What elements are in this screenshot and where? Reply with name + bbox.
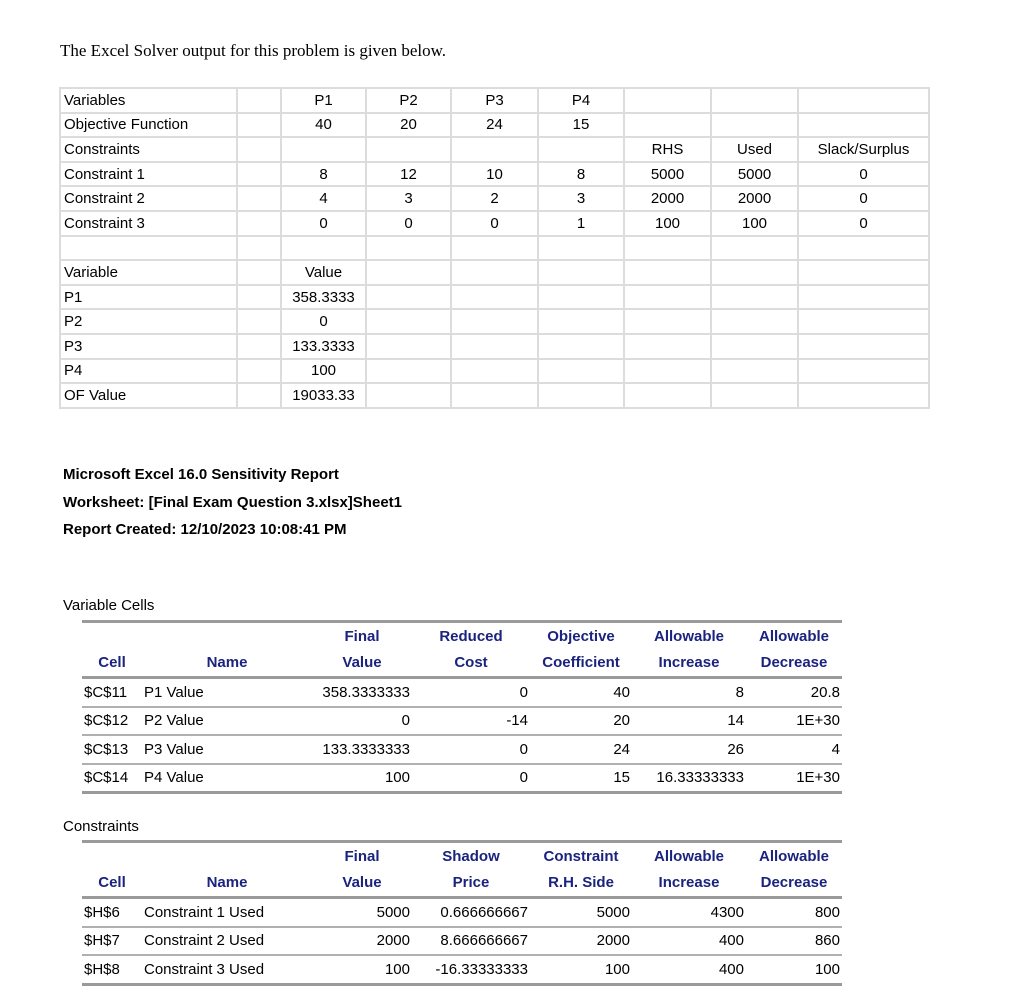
grid-cell [237,285,281,310]
grid-cell [237,88,281,113]
grid-cell: Used [711,137,798,162]
column-header: Final [312,842,412,870]
header-row [82,842,842,870]
grid-cell: 100 [711,211,798,236]
table-cell: 1E+30 [746,764,842,793]
grid-cell: 40 [281,113,366,138]
grid-cell [237,236,281,261]
variable-cells-table [82,620,842,794]
table-cell: P2 Value [142,707,312,736]
grid-cell: 15 [538,113,624,138]
grid-cell [237,334,281,359]
grid-cell [711,383,798,408]
column-header [142,622,312,650]
grid-cell [624,359,711,384]
column-header: Allowable [746,842,842,870]
grid-cell [624,285,711,310]
grid-cell: Slack/Surplus [798,137,929,162]
grid-cell: 19033.33 [281,383,366,408]
table-cell: 26 [632,735,746,764]
table-cell: $H$7 [82,927,142,956]
grid-cell: Value [281,260,366,285]
grid-cell [451,285,538,310]
grid-cell: Constraints [60,137,237,162]
grid-cell [711,359,798,384]
table-cell: P1 Value [142,678,312,707]
table-row [82,735,842,764]
grid-cell [538,285,624,310]
grid-cell: P3 [60,334,237,359]
table-cell: 8 [632,678,746,707]
table-cell: 5000 [530,898,632,927]
grid-cell: 2000 [711,186,798,211]
table-cell: 0 [312,707,412,736]
grid-cell [538,260,624,285]
table-row [82,955,842,984]
table-cell: 0 [412,678,530,707]
column-header: Cell [82,650,142,678]
grid-cell [798,359,929,384]
grid-cell: 1 [538,211,624,236]
grid-cell: Variables [60,88,237,113]
table-cell: $C$14 [82,764,142,793]
grid-cell [451,236,538,261]
table-cell: 0 [412,764,530,793]
table-cell: Constraint 1 Used [142,898,312,927]
grid-cell [624,309,711,334]
grid-cell [237,260,281,285]
grid-cell: 0 [451,211,538,236]
column-header: Value [312,870,412,898]
grid-cell [624,113,711,138]
grid-cell [60,236,237,261]
table-cell: 100 [746,955,842,984]
grid-cell: 5000 [711,162,798,187]
table-cell: -14 [412,707,530,736]
grid-cell: 3 [538,186,624,211]
grid-cell: P2 [366,88,451,113]
table-cell: $H$8 [82,955,142,984]
grid-cell [281,236,366,261]
column-header: Cost [412,650,530,678]
column-header: Decrease [746,870,842,898]
column-header: Constraint [530,842,632,870]
grid-row [60,260,929,285]
grid-cell [451,334,538,359]
grid-cell [798,236,929,261]
grid-cell [538,137,624,162]
grid-cell: 100 [624,211,711,236]
grid-cell [281,137,366,162]
table-cell: 15 [530,764,632,793]
grid-cell [624,334,711,359]
grid-cell [237,309,281,334]
header-row [82,650,842,678]
column-header: Coefficient [530,650,632,678]
grid-cell [711,309,798,334]
grid-cell: 133.3333 [281,334,366,359]
table-cell: 100 [530,955,632,984]
grid-cell [798,113,929,138]
column-header: Name [142,870,312,898]
grid-cell: 10 [451,162,538,187]
grid-cell [538,309,624,334]
grid-cell: 0 [798,162,929,187]
column-header [142,842,312,870]
table-cell: Constraint 2 Used [142,927,312,956]
grid-cell [798,334,929,359]
grid-cell [237,186,281,211]
constraints-table [82,840,842,986]
grid-cell [366,260,451,285]
grid-cell: 4 [281,186,366,211]
table-cell: 0.666666667 [412,898,530,927]
grid-cell: 0 [281,309,366,334]
grid-cell [624,260,711,285]
table-cell: Constraint 3 Used [142,955,312,984]
grid-cell: Constraint 3 [60,211,237,236]
table-cell: 24 [530,735,632,764]
column-header: Objective [530,622,632,650]
column-header: Increase [632,650,746,678]
table-cell: 16.33333333 [632,764,746,793]
grid-cell [538,334,624,359]
grid-cell [711,88,798,113]
grid-row [60,309,929,334]
grid-cell [624,236,711,261]
table-cell: 100 [312,955,412,984]
grid-cell [798,285,929,310]
grid-cell [538,359,624,384]
report-heading [63,461,402,544]
table-cell: 800 [746,898,842,927]
grid-cell [451,260,538,285]
grid-cell: RHS [624,137,711,162]
grid-cell: 0 [366,211,451,236]
grid-cell [711,334,798,359]
grid-cell [366,383,451,408]
grid-cell [451,359,538,384]
table-cell: -16.33333333 [412,955,530,984]
grid-cell [237,137,281,162]
table-cell: 8.666666667 [412,927,530,956]
table-cell: P3 Value [142,735,312,764]
column-header: Allowable [746,622,842,650]
grid-cell: 100 [281,359,366,384]
table-cell: 4 [746,735,842,764]
table-cell: $C$11 [82,678,142,707]
grid-row [60,359,929,384]
grid-cell [711,236,798,261]
grid-cell: Objective Function [60,113,237,138]
solver-output-grid [59,87,930,409]
grid-cell: P4 [538,88,624,113]
table-row [82,927,842,956]
column-header [82,622,142,650]
grid-cell [451,137,538,162]
report-title: Microsoft Excel 16.0 Sensitivity Report [63,466,339,483]
grid-cell: 24 [451,113,538,138]
grid-cell: 2000 [624,186,711,211]
grid-cell: P1 [281,88,366,113]
grid-row [60,162,929,187]
grid-row [60,137,929,162]
grid-cell: Variable [60,260,237,285]
grid-row [60,285,929,310]
column-header: Allowable [632,622,746,650]
column-header: Value [312,650,412,678]
column-header: Final [312,622,412,650]
grid-cell: Constraint 1 [60,162,237,187]
grid-cell [711,260,798,285]
table-cell: 40 [530,678,632,707]
grid-row [60,88,929,113]
table-cell: $C$13 [82,735,142,764]
grid-row [60,236,929,261]
grid-row [60,211,929,236]
table-cell: 400 [632,955,746,984]
grid-cell [366,236,451,261]
table-cell: 860 [746,927,842,956]
grid-cell [624,383,711,408]
table-cell: 358.3333333 [312,678,412,707]
grid-cell [237,113,281,138]
grid-cell [798,260,929,285]
grid-cell: 2 [451,186,538,211]
grid-cell [366,359,451,384]
grid-cell [366,309,451,334]
grid-cell [538,236,624,261]
grid-cell [237,211,281,236]
report-created: Report Created: 12/10/2023 10:08:41 PM [63,521,347,538]
grid-cell [366,334,451,359]
grid-cell [366,285,451,310]
column-header: Increase [632,870,746,898]
grid-cell [366,137,451,162]
grid-cell: P2 [60,309,237,334]
table-cell: 2000 [530,927,632,956]
grid-cell [451,383,538,408]
header-row [82,870,842,898]
grid-cell [711,113,798,138]
intro-text: The Excel Solver output for this problem is given below. [60,41,447,60]
grid-cell: 8 [538,162,624,187]
table-row [82,707,842,736]
grid-cell [237,359,281,384]
table-cell: 20.8 [746,678,842,707]
grid-cell: 0 [798,186,929,211]
grid-cell: 3 [366,186,451,211]
grid-cell: 0 [798,211,929,236]
grid-cell [798,309,929,334]
grid-cell: 358.3333 [281,285,366,310]
column-header [82,842,142,870]
table-row [82,764,842,793]
grid-row [60,186,929,211]
grid-cell [798,88,929,113]
column-header: R.H. Side [530,870,632,898]
grid-row [60,383,929,408]
table-cell: 4300 [632,898,746,927]
constraints-label: Constraints [63,818,139,835]
column-header: Shadow [412,842,530,870]
grid-cell [451,309,538,334]
table-cell: $C$12 [82,707,142,736]
table-cell: $H$6 [82,898,142,927]
grid-cell: Constraint 2 [60,186,237,211]
grid-cell: P3 [451,88,538,113]
grid-cell [798,383,929,408]
grid-cell: 8 [281,162,366,187]
table-row [82,678,842,707]
variable-cells-label: Variable Cells [63,597,155,614]
header-row [82,622,842,650]
column-header: Name [142,650,312,678]
table-cell: 133.3333333 [312,735,412,764]
table-cell: 100 [312,764,412,793]
table-cell: 2000 [312,927,412,956]
grid-cell: 0 [281,211,366,236]
grid-cell [711,285,798,310]
table-cell: P4 Value [142,764,312,793]
column-header: Decrease [746,650,842,678]
grid-row [60,113,929,138]
column-header: Cell [82,870,142,898]
column-header: Price [412,870,530,898]
table-cell: 1E+30 [746,707,842,736]
column-header: Allowable [632,842,746,870]
grid-cell: 12 [366,162,451,187]
grid-cell: 5000 [624,162,711,187]
grid-cell [624,88,711,113]
grid-cell [237,383,281,408]
grid-cell: P4 [60,359,237,384]
grid-row [60,334,929,359]
table-row [82,898,842,927]
grid-cell: P1 [60,285,237,310]
grid-cell [538,383,624,408]
table-cell: 400 [632,927,746,956]
table-cell: 5000 [312,898,412,927]
report-worksheet: Worksheet: [Final Exam Question 3.xlsx]Sheet1 [63,493,402,511]
table-cell: 0 [412,735,530,764]
table-cell: 14 [632,707,746,736]
grid-cell: 20 [366,113,451,138]
table-cell: 20 [530,707,632,736]
grid-cell [237,162,281,187]
grid-cell: OF Value [60,383,237,408]
column-header: Reduced [412,622,530,650]
